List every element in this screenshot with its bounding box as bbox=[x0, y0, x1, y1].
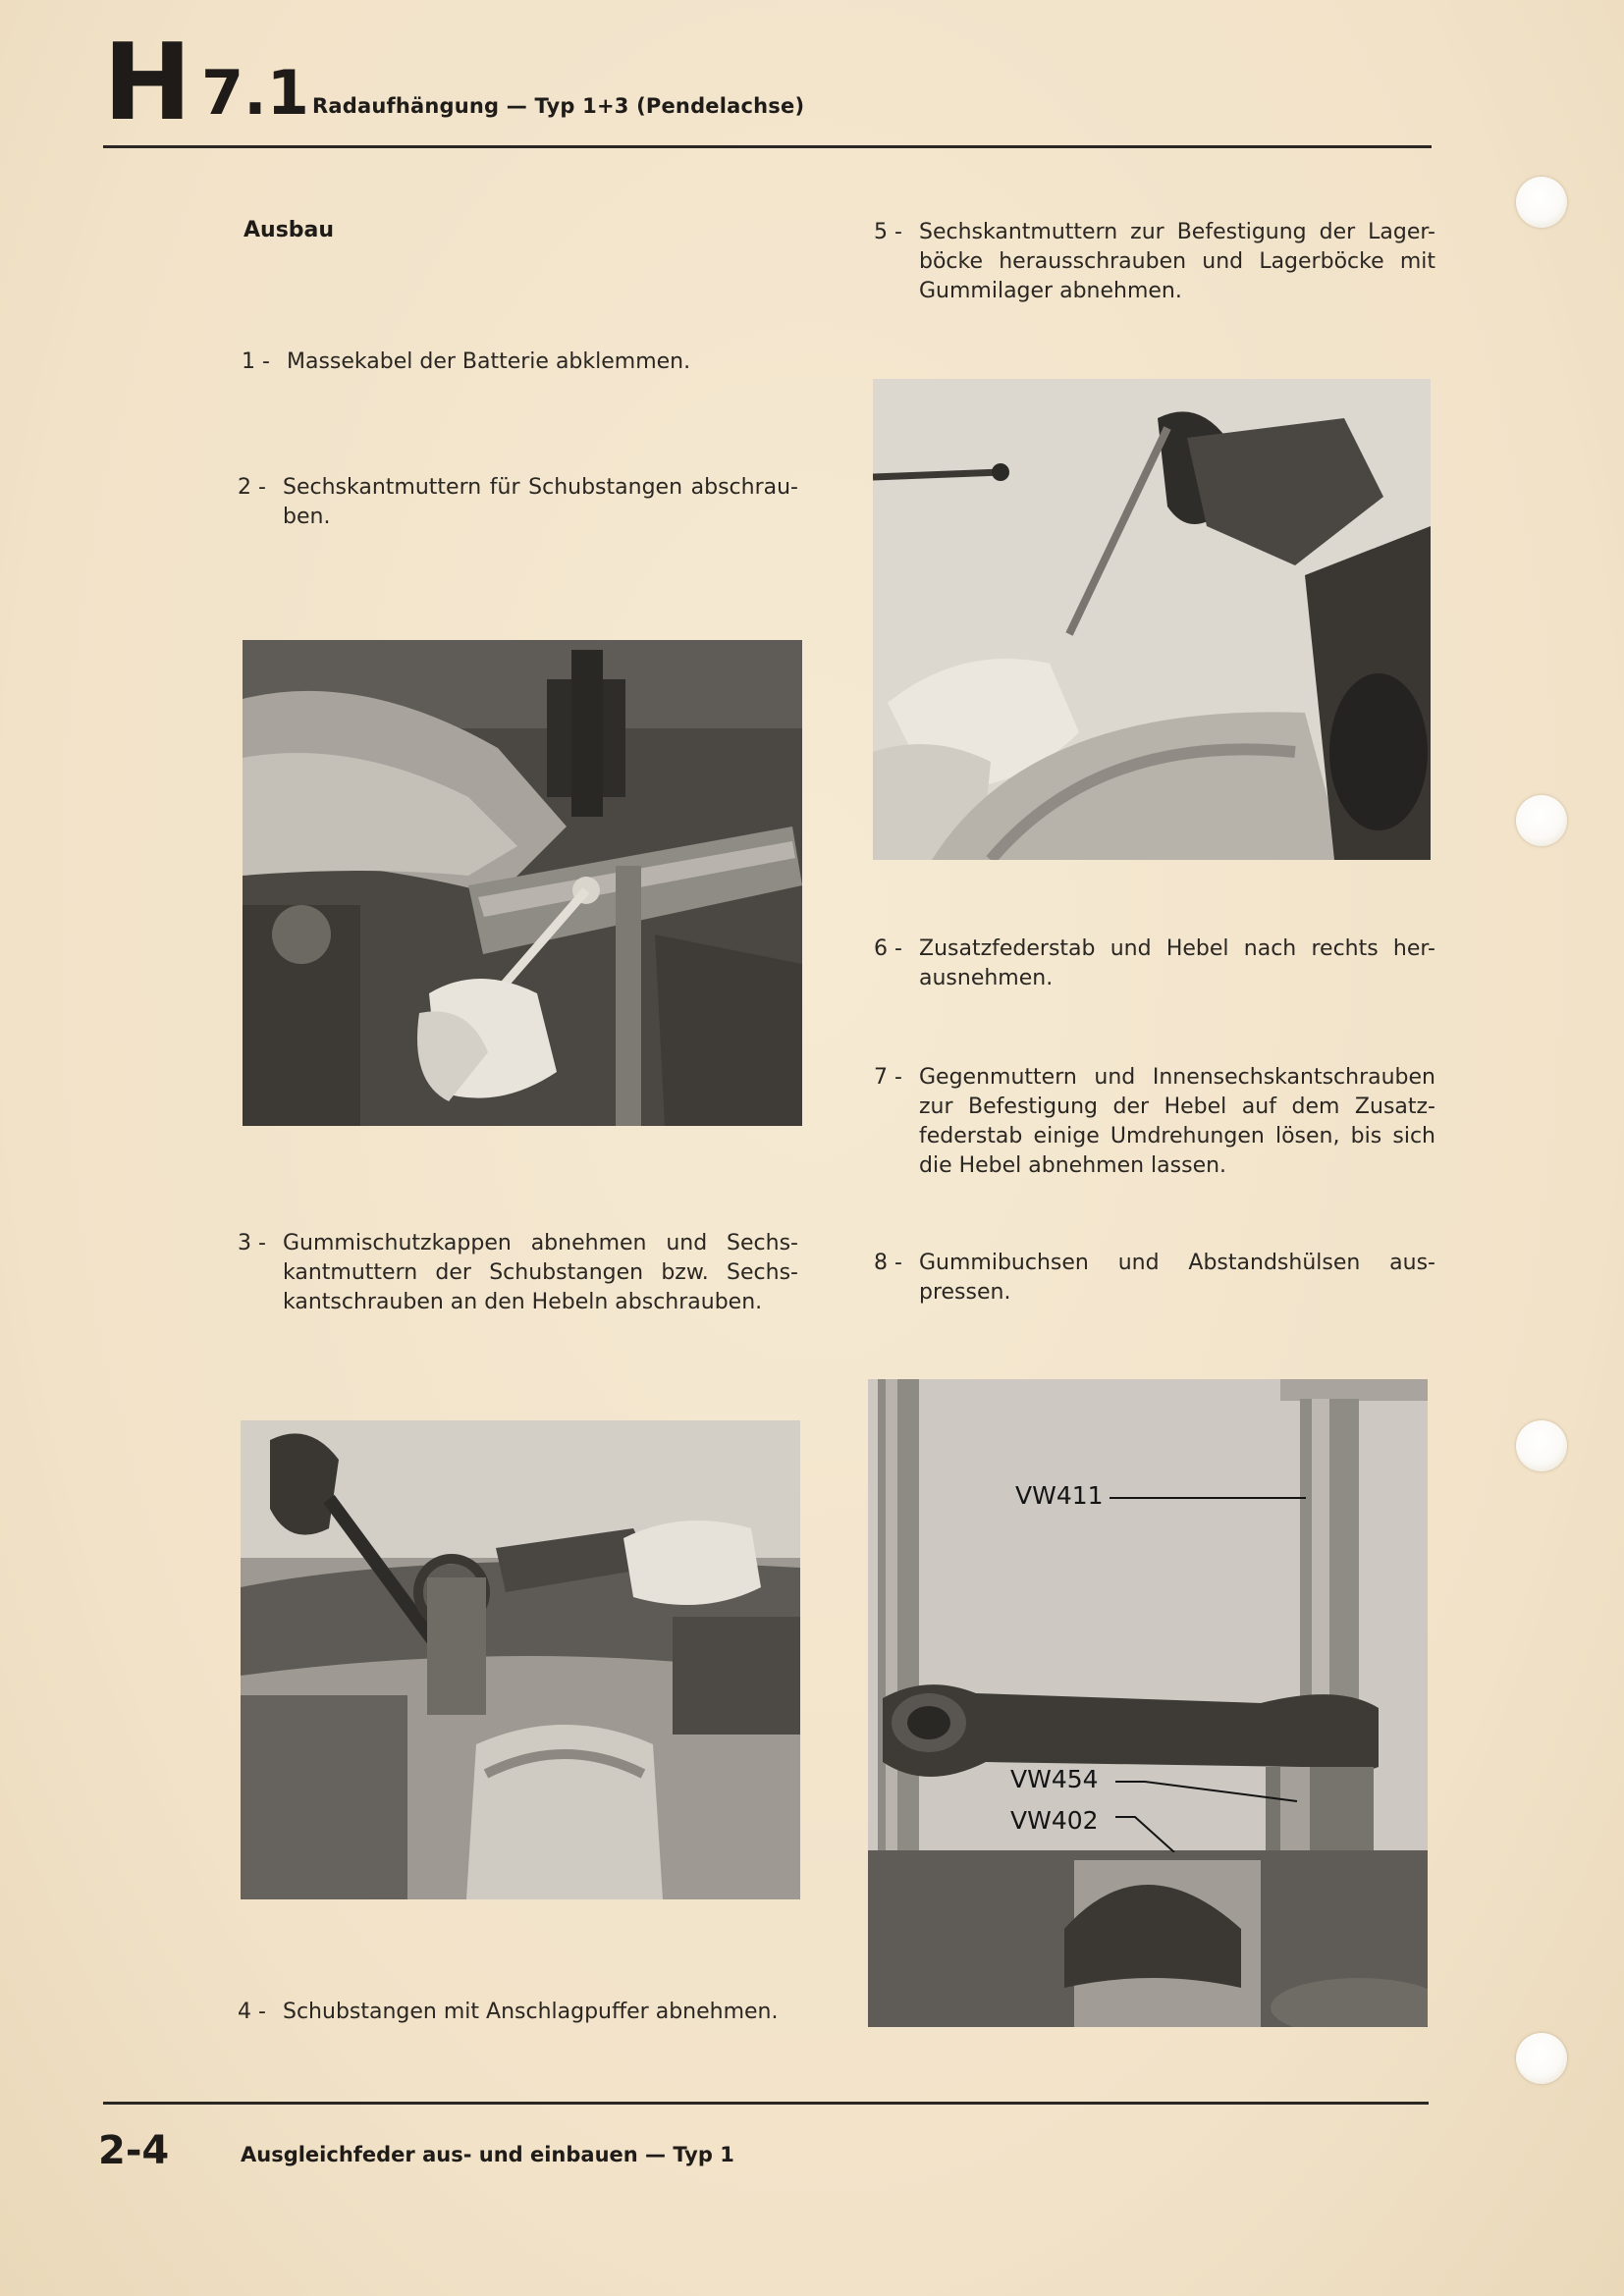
chapter-number: 7.1 bbox=[201, 57, 309, 129]
step-5 bbox=[874, 218, 1435, 312]
step-text: Zusatzfederstab und Hebel nach rechts her-ausnehmen. bbox=[919, 936, 1435, 990]
leader-line bbox=[1110, 1497, 1306, 1499]
leader-line bbox=[1115, 1774, 1312, 1852]
tool-label-vw402: VW402 bbox=[1010, 1806, 1099, 1835]
step-text: Sechskantmuttern zur Befestigung der Lager-böcke herausschrauben und Lagerböcke mit Gummilager abnehmen. bbox=[919, 220, 1435, 303]
step-number: 1 - bbox=[242, 349, 270, 374]
header-rule bbox=[103, 145, 1432, 148]
step-3 bbox=[238, 1229, 802, 1323]
step-number: 4 - bbox=[238, 2000, 266, 2024]
step-8 bbox=[874, 1249, 1435, 1311]
step-2 bbox=[238, 473, 802, 536]
photo-press-tools bbox=[868, 1379, 1428, 2027]
step-text: Massekabel der Batterie abklemmen. bbox=[287, 349, 691, 374]
step-text: Gummibuchsen und Abstandshülsen aus-pressen. bbox=[919, 1251, 1435, 1305]
footer-title: Ausgleichfeder aus- und einbauen — Typ 1 bbox=[241, 2143, 734, 2166]
step-number: 8 - bbox=[874, 1251, 902, 1275]
step-number: 2 - bbox=[238, 475, 266, 500]
tool-label-vw454: VW454 bbox=[1010, 1765, 1099, 1793]
step-6 bbox=[874, 934, 1435, 997]
step-text: Sechskantmuttern für Schubstangen abschrau-ben. bbox=[283, 475, 798, 529]
step-text: Gummischutzkappen abnehmen und Sechs-kantmuttern der Schubstangen bzw. Sechs-kantschrauben an den Hebeln abschrauben. bbox=[283, 1231, 798, 1314]
step-4 bbox=[238, 1998, 802, 2029]
section-heading: Ausbau bbox=[244, 218, 335, 242]
step-number: 7 - bbox=[874, 1065, 902, 1090]
step-number: 5 - bbox=[874, 220, 902, 244]
page-number: 2-4 bbox=[98, 2128, 170, 2173]
photo-bearing-bracket bbox=[873, 379, 1431, 860]
tool-label-vw411: VW411 bbox=[1015, 1481, 1104, 1510]
photo-pushrod-nut bbox=[243, 640, 802, 1126]
step-number: 3 - bbox=[238, 1231, 266, 1255]
chapter-title: Radaufhängung — Typ 1+3 (Pendelachse) bbox=[312, 94, 805, 118]
footer-rule bbox=[103, 2102, 1429, 2105]
photo-remove-pushrod bbox=[241, 1420, 800, 1899]
binder-hole-icon bbox=[1516, 1420, 1567, 1471]
binder-hole-icon bbox=[1516, 177, 1567, 228]
step-text: Schubstangen mit Anschlagpuffer abnehmen. bbox=[283, 2000, 779, 2024]
step-1 bbox=[242, 347, 801, 379]
step-number: 6 - bbox=[874, 936, 902, 961]
step-text: Gegenmuttern und Innensechskantschrauben zur Befestigung der Hebel auf dem Zusatz-federstab einige Umdrehungen lösen, bis sich die Hebel abnehmen lassen. bbox=[919, 1065, 1435, 1178]
chapter-letter: H bbox=[103, 22, 192, 144]
binder-hole-icon bbox=[1516, 2033, 1567, 2084]
step-7 bbox=[874, 1063, 1435, 1189]
binder-hole-icon bbox=[1516, 795, 1567, 846]
